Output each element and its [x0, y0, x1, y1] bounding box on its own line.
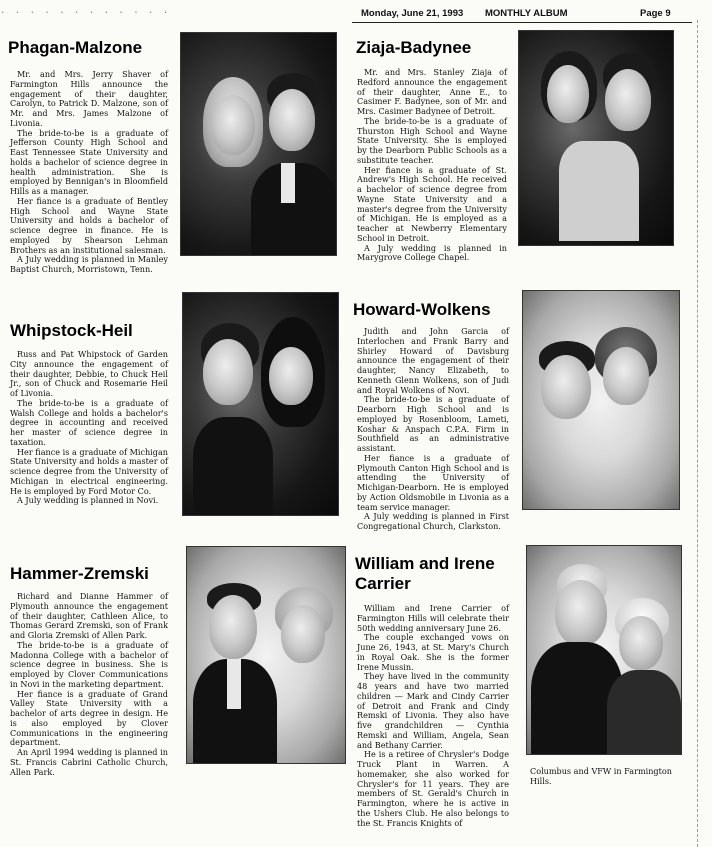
- couple-photo: [522, 290, 680, 510]
- paragraph: A July wedding is planned in Marygrove College Chapel.: [357, 242, 507, 263]
- couple-photo: [180, 32, 337, 256]
- announcement-title: Ziaja-Badynee: [356, 38, 472, 57]
- header-section: MONTHLY ALBUM: [485, 8, 568, 19]
- paragraph: A July wedding is planned in Novi.: [17, 495, 159, 506]
- announcement-body: [357, 327, 509, 532]
- paragraph: Her fiance is a graduate of Bentley High School and Wayne State University and holds a bachelor of science degree in finance. He is employed by Shearson Lehman Brothers as an institutional salesman.: [10, 195, 168, 255]
- paragraph: The couple exchanged vows on June 26, 1943, at St. Mary's Church in Royal Oak. She is the former Irene Mussin.: [357, 632, 509, 672]
- paragraph: Mr. and Mrs. Stanley Ziaja of Redford announce the engagement of their daughter, Anne E., to Casimer F. Badynee, son of Mr. and Mrs. Casimer Badynee of Detroit.: [357, 67, 507, 116]
- paragraph: A July wedding is planned in First Congregational Church, Clarkston.: [357, 511, 509, 531]
- header-rule: [352, 22, 692, 23]
- paragraph: Mr. and Mrs. Jerry Shaver of Farmington Hills announce the engagement of their daughter, Carolyn, to Patrick D. Malzone, son of Mr. and Mrs. James Malzone of Livonia.: [10, 69, 168, 128]
- couple-photo: [182, 292, 339, 516]
- paragraph: Russ and Pat Whipstock of Garden City announce the engagement of their daughter, Debbie, to Chuck Heil Jr., son of Chuck and Rosemarie Heil of Livonia.: [10, 349, 168, 398]
- couple-photo: [518, 30, 674, 246]
- announcement-title: Howard-Wolkens: [353, 300, 491, 319]
- header-page: Page 9: [640, 8, 671, 19]
- announcement-body: [10, 350, 168, 506]
- margin-dots: · · · · · · · · · · · ·: [0, 8, 171, 18]
- fold-line: [697, 20, 698, 847]
- paragraph: The bride-to-be is a graduate of Thurston High School and Wayne State University. She is employed by the Dearborn Public Schools as a substitute teacher.: [357, 115, 507, 165]
- announcement-body: [357, 604, 509, 828]
- paragraph: Her fiance is a graduate of St. Andrew's High School. He received a bachelor of science degree from Wayne State University and a master's degree from the University of Michigan. He is employed as a teacher at Newberry Elementary School in Detroit.: [357, 164, 507, 243]
- paragraph: William and Irene Carrier of Farmington Hills will celebrate their 50th wedding anniversary June 26.: [357, 603, 509, 633]
- announcement-title: Phagan-Malzone: [8, 38, 143, 57]
- paragraph: The bride-to-be is a graduate of Walsh College and holds a bachelor's degree in accounting and received her master of science degree in taxation.: [10, 397, 168, 447]
- header-date: Monday, June 21, 1993: [361, 8, 464, 19]
- continued-text: Columbus and VFW in Farmington Hills.: [530, 766, 672, 786]
- announcement-body: [10, 70, 168, 275]
- paragraph: The bride-to-be is a graduate of Dearborn High School and is employed by Rosenbloom, Lameti, Koshar & Anspach C.P.A. Firm in Southfield as an administrative assistant.: [357, 394, 509, 453]
- announcement-title: William and Irene Carrier: [355, 554, 495, 593]
- announcement-title: Whipstock-Heil: [10, 321, 133, 340]
- paragraph: They have lived in the community 48 years and have two married children — Mark and Cindy Carrier of Detroit and Frank and Cindy Remski of Livonia. They also have five grandchildren — Cynthia Remski and William, Angela, Sean and Bethany Carrier.: [357, 671, 509, 750]
- paragraph: The bride-to-be is a graduate of Madonna College with a bachelor of science degree in business. She is employed by Clover Communications in Novi in the marketing department.: [10, 639, 168, 689]
- paragraph: Her fiance is a graduate of Grand Valley State University with a bachelor of arts degree in design. He is also employed by Clover Communications in the engineering department.: [10, 688, 168, 748]
- couple-photo: [526, 545, 682, 755]
- paragraph: Richard and Dianne Hammer of Plymouth announce the engagement of their daughter, Cathleen Alice, to Thomas Gerard Zremski, son of Frank and Gloria Zremski of Allen Park.: [10, 591, 168, 640]
- announcement-body: [357, 68, 507, 263]
- paragraph: Judith and John Garcia of Interlochen and Frank Barry and Shirley Howard of Davisburg announce the engagement of their daughter, Nancy Elizabeth, to Kenneth Glenn Wolkens, son of Judi and Royal Wolkens of Novi.: [357, 326, 509, 395]
- couple-photo: [186, 546, 346, 764]
- paragraph: A July wedding is planned in Manley Baptist Church, Morristown, Tenn.: [10, 254, 168, 274]
- announcement-title: Hammer-Zremski: [10, 564, 149, 583]
- paragraph: An April 1994 wedding is planned in St. Francis Cabrini Catholic Church, Allen Park.: [10, 747, 168, 777]
- paragraph: Her fiance is a graduate of Michigan State University and holds a master of science degree from the University of Michigan in electrical engineering. He is employed by Ford Motor Co.: [10, 446, 169, 496]
- paragraph: The bride-to-be is a graduate of Jefferson County High School and East Tennessee State University and holds a bachelor of science degree in health administration. She is employed by Bennigan's in Bloomfield Hills as a manager.: [10, 127, 168, 196]
- paragraph: He is a retiree of Chrysler's Dodge Truck Plant in Warren. A homemaker, she also worked for Chrysler's for 11 years. They are members of St. Gerald's Church in Farmington, where he is active in the Ushers Club. He also belongs to the St. Francis Knights of: [357, 749, 509, 828]
- announcement-body: [10, 592, 168, 777]
- paragraph: Her fiance is a graduate of Plymouth Canton High School and is attending the University of Michigan-Dearborn. He is employed by Action Oldsmobile in Livonia as a team service manager.: [357, 452, 509, 512]
